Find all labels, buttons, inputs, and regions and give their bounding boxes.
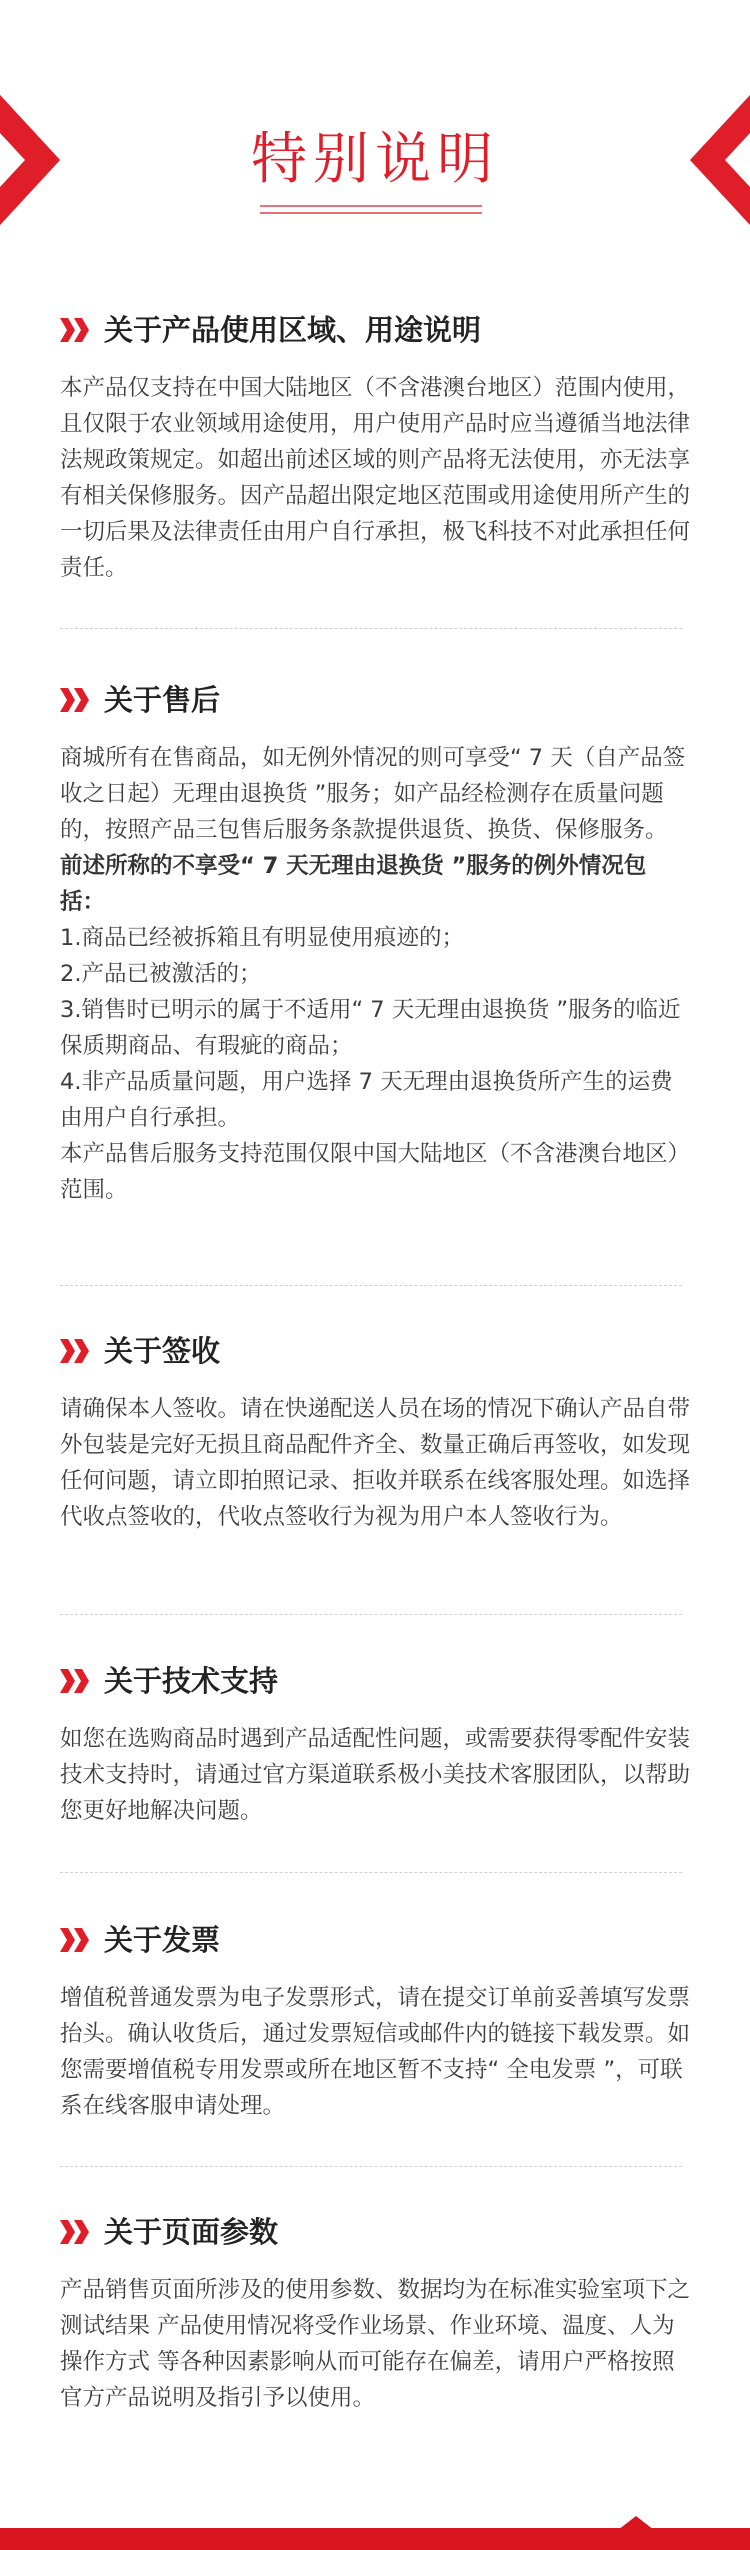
exception-item-3: 3.销售时已明示的属于不适用“ 7 天无理由退换货 ”服务的临近保质期商品、有瑕疵的商品； xyxy=(60,997,681,1059)
title-underline-top xyxy=(260,205,482,207)
section-header xyxy=(60,1331,690,1371)
section-header xyxy=(60,1661,690,1701)
section-title: 关于发票 xyxy=(104,1923,221,1957)
section-title: 关于签收 xyxy=(104,1334,221,1368)
section-divider xyxy=(60,1285,682,1286)
section-title: 关于页面参数 xyxy=(104,2215,279,2249)
exceptions-heading: 前述所称的不享受“ 7 天无理由退换货 ”服务的例外情况包括： xyxy=(60,853,647,915)
paragraph: 增值税普通发票为电子发票形式，请在提交订单前妥善填写发票抬头。确认收货后，通过发票短信或邮件内的链接下载发票。如您需要增值税专用发票或所在地区暂不支持“ 全电发票 ”，可联系在线客服申请处理。 xyxy=(60,1985,691,2119)
double-chevron-right-icon xyxy=(60,1339,90,1363)
section-title: 关于售后 xyxy=(104,683,221,717)
section-header xyxy=(60,680,690,720)
exception-item-4: 4.非产品质量问题，用户选择 7 天无理由退换货所产生的运费由用户自行承担。 xyxy=(60,1069,673,1131)
section-body xyxy=(60,1721,690,1829)
section-header xyxy=(60,310,690,350)
paragraph: 请确保本人签收。请在快递配送人员在场的情况下确认产品自带外包装是完好无损且商品配件齐全、数量正确后再签收，如发现任何问题，请立即拍照记录、拒收并联系在线客服处理。如选择代收点签收的，代收点签收行为视为用户本人签收行为。 xyxy=(60,1396,691,1530)
section-divider xyxy=(60,2166,682,2167)
section-title: 关于产品使用区域、用途说明 xyxy=(104,313,482,347)
paragraph: 如您在选购商品时遇到产品适配性问题，或需要获得零配件安装技术支持时，请通过官方渠道联系极小美技术客服团队，以帮助您更好地解决问题。 xyxy=(60,1726,691,1824)
section-divider xyxy=(60,628,682,629)
footer-band xyxy=(0,2528,750,2550)
double-chevron-right-icon xyxy=(60,318,90,342)
paragraph: 本产品售后服务支持范围仅限中国大陆地区（不含港澳台地区）范围。 xyxy=(60,1141,691,1203)
section-usage-region xyxy=(60,310,690,586)
section-body xyxy=(60,1391,690,1535)
section-tech-support xyxy=(60,1661,690,1829)
double-chevron-right-icon xyxy=(60,1669,90,1693)
title-underline-bottom xyxy=(260,212,482,214)
section-body xyxy=(60,1980,690,2124)
section-page-parameters xyxy=(60,2212,690,2416)
section-divider xyxy=(60,1614,682,1615)
double-chevron-right-icon xyxy=(60,2220,90,2244)
exception-item-2: 2.产品已被激活的； xyxy=(60,961,262,987)
section-body xyxy=(60,740,690,1208)
paragraph: 产品销售页面所涉及的使用参数、数据均为在标准实验室项下之测试结果 产品使用情况将受作业场景、作业环境、温度、人为操作方式 等各种因素影响从而可能存在偏差，请用户严格按照官方产品说明及指引予以使用。 xyxy=(60,2277,691,2411)
section-body xyxy=(60,370,690,586)
exception-item-1: 1.商品已经被拆箱且有明显使用痕迹的； xyxy=(60,925,464,951)
section-after-sales xyxy=(60,680,690,1208)
section-invoice xyxy=(60,1920,690,2124)
section-divider xyxy=(60,1872,682,1873)
paragraph: 商城所有在售商品，如无例外情况的则可享受“ 7 天（自产品签收之日起）无理由退换货 ”服务；如产品经检测存在质量问题的，按照产品三包售后服务条款提供退货、换货、保修服务。 xyxy=(60,745,686,843)
page-title: 特别说明 xyxy=(251,127,499,192)
section-header xyxy=(60,2212,690,2252)
double-chevron-right-icon xyxy=(60,1928,90,1952)
section-title: 关于技术支持 xyxy=(104,1664,279,1698)
paragraph: 本产品仅支持在中国大陆地区（不含港澳台地区）范围内使用，且仅限于农业领域用途使用，用户使用产品时应当遵循当地法律法规政策规定。如超出前述区域的则产品将无法使用，亦无法享有相关保修服务。因产品超出限定地区范围或用途使用所产生的一切后果及法律责任由用户自行承担，极飞科技不对此承担任何责任。 xyxy=(60,375,691,581)
section-body xyxy=(60,2272,690,2416)
section-header xyxy=(60,1920,690,1960)
double-chevron-right-icon xyxy=(60,688,90,712)
section-signing xyxy=(60,1331,690,1535)
